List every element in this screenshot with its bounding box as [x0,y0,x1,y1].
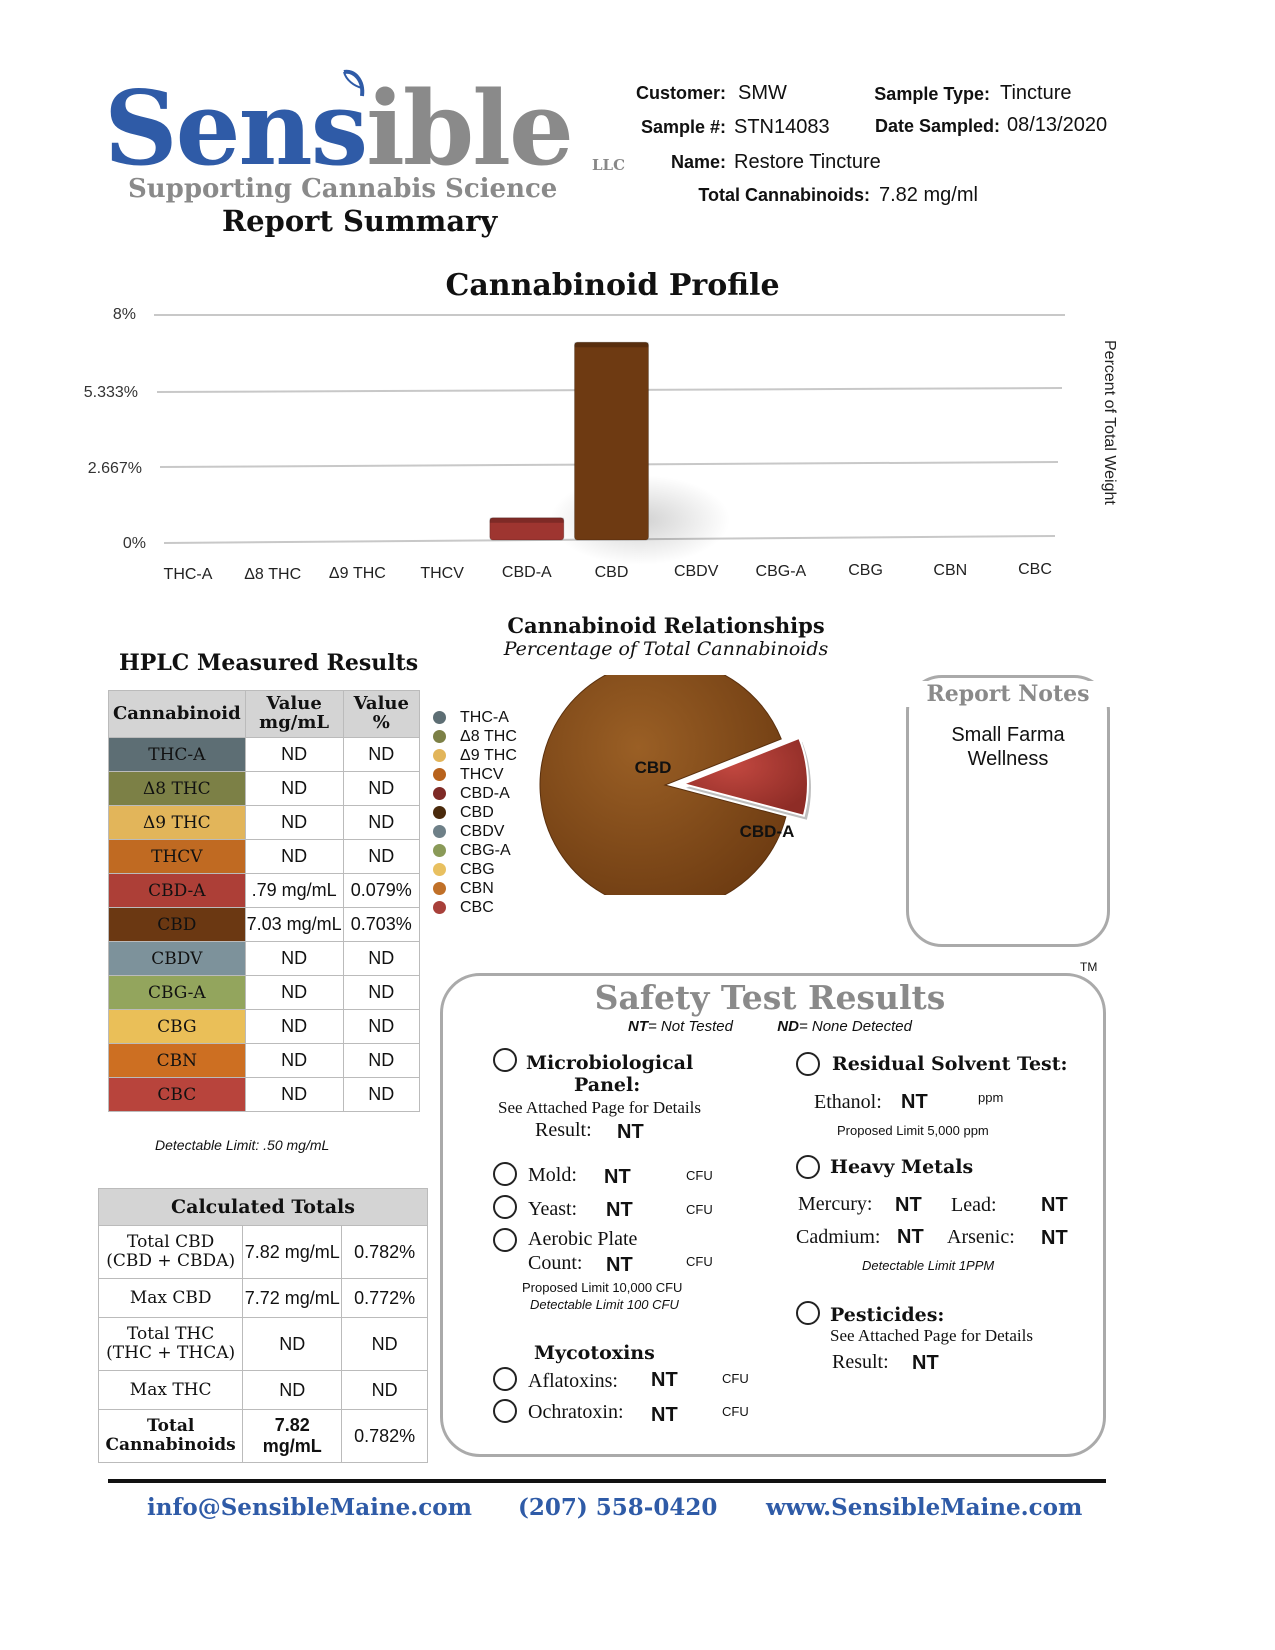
calc-table [98,1188,428,1463]
calc-mg: ND [243,1318,342,1371]
sample-type-value: Tincture [1000,82,1072,104]
hplc-table [108,690,420,1112]
myco-title: Mycotoxins [534,1342,655,1364]
arsenic-value: NT [1041,1227,1068,1249]
pest-title: Pesticides: [830,1304,945,1326]
hplc-pct: 0.703% [343,908,419,942]
mercury-value: NT [895,1194,922,1216]
hplc-row [109,942,420,976]
hplc-mg: ND [245,772,343,806]
aerobic-radio[interactable] [493,1228,517,1252]
legend-item [433,860,517,879]
hplc-row [109,1010,420,1044]
ethanol-label: Ethanol: [814,1091,882,1113]
calc-label-2: Cannabinoids [105,1435,236,1455]
calc-label-1: Total THC [127,1324,215,1345]
footer-email[interactable]: info@SensibleMaine.com [147,1494,472,1521]
bar-top-highlight [575,342,649,347]
x-tick-label: CBG-A [755,562,807,580]
x-tick-label: CBD [594,563,629,581]
safety-key [628,1018,912,1035]
legend-label: CBD [460,804,494,821]
legend-swatch [433,730,446,743]
calc-label [99,1279,243,1318]
legend-swatch [433,749,446,762]
legend-item [433,727,517,746]
lead-label: Lead: [951,1194,997,1216]
calc-label [99,1318,243,1371]
hplc-mg: ND [245,976,343,1010]
solvent-radio[interactable] [796,1052,820,1076]
afla-unit: CFU [722,1371,749,1386]
legend-label: CBDV [460,823,505,840]
nt-key: NT [628,1018,648,1035]
hplc-cannabinoid: CBC [109,1078,246,1112]
x-tick-label: THC-A [163,566,213,583]
total-value: 7.82 mg/ml [879,184,978,206]
hplc-cannabinoid: CBD [109,908,246,942]
arsenic-label: Arsenic: [947,1226,1015,1248]
pie-legend [433,708,517,917]
legend-label: CBD-A [460,785,510,802]
calc-row [99,1371,428,1410]
x-tick-label: CBD-A [501,564,552,581]
hplc-col-pct-a: Value [353,693,409,715]
hplc-cannabinoid: CBG [109,1010,246,1044]
ochra-radio[interactable] [493,1399,517,1423]
mold-unit: CFU [686,1168,713,1183]
yeast-unit: CFU [686,1202,713,1217]
hplc-mg: ND [245,942,343,976]
calc-pct: 0.772% [342,1279,428,1318]
hplc-pct: ND [343,976,419,1010]
logo-word-b: ible [366,69,572,189]
date-label: Date Sampled: [874,116,1000,136]
afla-label: Aflatoxins: [528,1370,618,1392]
legend-label: Δ9 THC [460,747,517,764]
pie-title: Cannabinoid Relationships [507,613,825,638]
y-tick-8: 8% [112,306,136,323]
safety-title: Safety Test Results [594,978,946,1017]
date-value: 08/13/2020 [1007,114,1108,136]
hplc-row [109,806,420,840]
hplc-col-mg-a: Value [266,693,322,715]
calc-title: Calculated Totals [99,1189,428,1226]
hplc-row [109,840,420,874]
hplc-cannabinoid: CBG-A [109,976,246,1010]
hplc-col-mg [245,691,343,738]
hplc-pct: ND [343,942,419,976]
hplc-detect-limit: Detectable Limit: .50 mg/mL [155,1137,330,1153]
x-tick-label: Δ8 THC [244,565,302,583]
afla-radio[interactable] [493,1367,517,1391]
legend-label: CBG-A [460,842,511,859]
footer-website[interactable]: www.SensibleMaine.com [766,1494,1083,1521]
legend-label: CBC [460,899,494,916]
hplc-pct: ND [343,1010,419,1044]
calc-label-2: (THC + THCA) [106,1343,236,1363]
legend-item [433,841,517,860]
mold-label: Mold: [528,1164,577,1186]
micro-result: NT [617,1121,644,1143]
hplc-mg: ND [245,1044,343,1078]
hplc-cannabinoid: CBD-A [109,874,246,908]
legend-label: THCV [460,766,504,783]
hplc-row [109,738,420,772]
calc-row [99,1410,428,1463]
hplc-col-cannabinoid: Cannabinoid [109,691,246,738]
pie-label-cbd: CBD [634,758,672,777]
aerobic-detect: Detectable Limit 100 CFU [530,1297,679,1312]
hplc-col-mg-b: mg/mL [259,712,330,733]
calc-row [99,1318,428,1371]
aerobic-label2: Count: [528,1252,583,1274]
bar-cbd [575,342,649,540]
calc-pct: 0.782% [342,1410,428,1463]
name-value: Restore Tincture [734,151,881,173]
yeast-radio[interactable] [493,1195,517,1219]
calc-label-2: (CBD + CBDA) [106,1251,236,1271]
micro-title1: Microbiological [526,1052,694,1074]
hplc-pct: ND [343,1078,419,1112]
hplc-mg: ND [245,1010,343,1044]
hplc-cannabinoid: Δ9 THC [109,806,246,840]
legend-swatch [433,711,446,724]
metals-title: Heavy Metals [830,1156,974,1178]
legend-swatch [433,825,446,838]
x-tick-label: CBG [848,562,883,579]
solvent-title: Residual Solvent Test: [832,1053,1068,1075]
legend-label: CBG [460,861,495,878]
solvent-limit: Proposed Limit 5,000 ppm [837,1123,989,1138]
calc-label-1: Max CBD [129,1287,212,1308]
mercury-label: Mercury: [798,1193,873,1215]
pest-result: NT [912,1352,939,1374]
aerobic-limit: Proposed Limit 10,000 CFU [522,1280,683,1295]
total-label: Total Cannabinoids: [698,185,870,205]
y-axis-label: Percent of Total Weight [1101,340,1118,505]
logo-llc: LLC [592,156,626,174]
customer-label: Customer: [635,83,726,103]
trademark: TM [1080,960,1098,974]
calc-label [99,1371,243,1410]
legend-label: THC-A [460,709,509,726]
hplc-pct: ND [343,1044,419,1078]
calc-pct: ND [342,1371,428,1410]
pest-see: See Attached Page for Details [830,1326,1033,1345]
micro-radio[interactable] [493,1048,517,1072]
bar-top-highlight [490,518,564,523]
calc-label [99,1226,243,1279]
calc-row [99,1279,428,1318]
pie-chart [530,675,830,895]
bar-chart-title: Cannabinoid Profile [445,268,780,303]
legend-item [433,746,517,765]
mold-radio[interactable] [493,1162,517,1186]
hplc-row [109,874,420,908]
legend-swatch [433,882,446,895]
aerobic-label1: Aerobic Plate [528,1228,638,1250]
hplc-mg: 7.03 mg/mL [245,908,343,942]
aerobic-unit: CFU [686,1254,713,1269]
x-tick-label: CBDV [673,563,719,580]
hplc-cannabinoid: Δ8 THC [109,772,246,806]
bar-chart [0,0,1275,620]
ethanol-value: NT [901,1091,928,1113]
x-tick-label: THCV [420,564,464,582]
calc-row [99,1226,428,1279]
ethanol-unit: ppm [978,1090,1004,1105]
hplc-row [109,772,420,806]
legend-swatch [433,844,446,857]
name-label: Name: [670,152,726,172]
y-tick-0: 0% [122,535,146,552]
hplc-cannabinoid: CBN [109,1044,246,1078]
calc-pct: ND [342,1318,428,1371]
hplc-pct: ND [343,738,419,772]
metals-radio[interactable] [796,1155,820,1179]
x-tick-label: Δ9 THC [328,565,386,582]
ochra-value: NT [651,1404,678,1426]
sample-num-value: STN14083 [734,116,830,138]
calc-mg: 7.82 mg/mL [243,1226,342,1279]
x-tick-label: CBC [1018,561,1052,578]
report-notes-title: Report Notes [906,681,1110,707]
cadmium-label: Cadmium: [796,1226,881,1248]
y-tick-5333: 5.333% [83,384,138,401]
calc-mg: 7.82 mg/mL [243,1410,342,1463]
mold-value: NT [604,1166,631,1188]
hplc-mg: ND [245,840,343,874]
yeast-value: NT [606,1199,633,1221]
calc-label-1: Max THC [129,1379,212,1400]
hplc-mg: .79 mg/mL [245,874,343,908]
legend-item [433,708,517,727]
legend-item [433,803,517,822]
customer-value: SMW [738,82,787,104]
legend-label: Δ8 THC [460,728,517,745]
micro-result-label: Result: [535,1119,592,1141]
nd-key: ND [777,1018,799,1035]
footer-phone[interactable]: (207) 558-0420 [518,1494,718,1521]
sample-num-label: Sample #: [640,117,726,137]
pest-result-label: Result: [832,1351,889,1373]
legend-swatch [433,768,446,781]
report-notes-text1: Small Farma [951,724,1065,746]
afla-value: NT [651,1369,678,1391]
hplc-col-pct [343,691,419,738]
hplc-col-pct-b: % [372,712,390,733]
hplc-row [109,1044,420,1078]
pest-radio[interactable] [796,1301,820,1325]
metals-limit: Detectable Limit 1PPM [862,1258,995,1273]
hplc-title: HPLC Measured Results [119,650,419,676]
logo-word-a: Sens [104,69,367,189]
yeast-label: Yeast: [528,1198,578,1220]
hplc-pct: ND [343,772,419,806]
hplc-cannabinoid: CBDV [109,942,246,976]
legend-swatch [433,901,446,914]
legend-label: CBN [460,880,494,897]
pie-label-cbd-a: CBD-A [739,822,795,841]
lead-value: NT [1041,1194,1068,1216]
hplc-row [109,976,420,1010]
hplc-mg: ND [245,806,343,840]
hplc-pct: ND [343,840,419,874]
legend-item [433,765,517,784]
nd-text: = None Detected [798,1018,912,1035]
hplc-pct: 0.079% [343,874,419,908]
y-tick-2667: 2.667% [87,460,142,477]
legend-swatch [433,787,446,800]
legend-item [433,822,517,841]
nt-text: = Not Tested [648,1018,733,1035]
legend-swatch [433,863,446,876]
hplc-cannabinoid: THC-A [109,738,246,772]
micro-title2: Panel: [574,1074,641,1096]
hplc-mg: ND [245,1078,343,1112]
report-notes-box [906,675,1110,947]
hplc-cannabinoid: THCV [109,840,246,874]
ochra-unit: CFU [722,1404,749,1419]
aerobic-value: NT [606,1254,633,1276]
report-title: Report Summary [222,204,498,238]
legend-swatch [433,806,446,819]
pie-subtitle: Percentage of Total Cannabinoids [503,638,829,660]
x-tick-label: CBN [933,561,968,579]
hplc-mg: ND [245,738,343,772]
calc-label-1: Total CBD [127,1232,215,1253]
calc-mg: ND [243,1371,342,1410]
report-notes-text2: Wellness [967,748,1049,770]
footer-divider [108,1479,1106,1483]
legend-item [433,898,517,917]
hplc-row [109,908,420,942]
hplc-row [109,1078,420,1112]
calc-label-1: Total [146,1416,195,1437]
hplc-pct: ND [343,806,419,840]
calc-mg: 7.72 mg/mL [243,1279,342,1318]
cadmium-value: NT [897,1226,924,1248]
sample-type-label: Sample Type: [874,84,990,104]
legend-item [433,879,517,898]
calc-pct: 0.782% [342,1226,428,1279]
logo-tagline: Supporting Cannabis Science [128,174,558,204]
legend-item [433,784,517,803]
micro-see: See Attached Page for Details [498,1098,701,1117]
calc-label [99,1410,243,1463]
ochra-label: Ochratoxin: [528,1401,624,1423]
